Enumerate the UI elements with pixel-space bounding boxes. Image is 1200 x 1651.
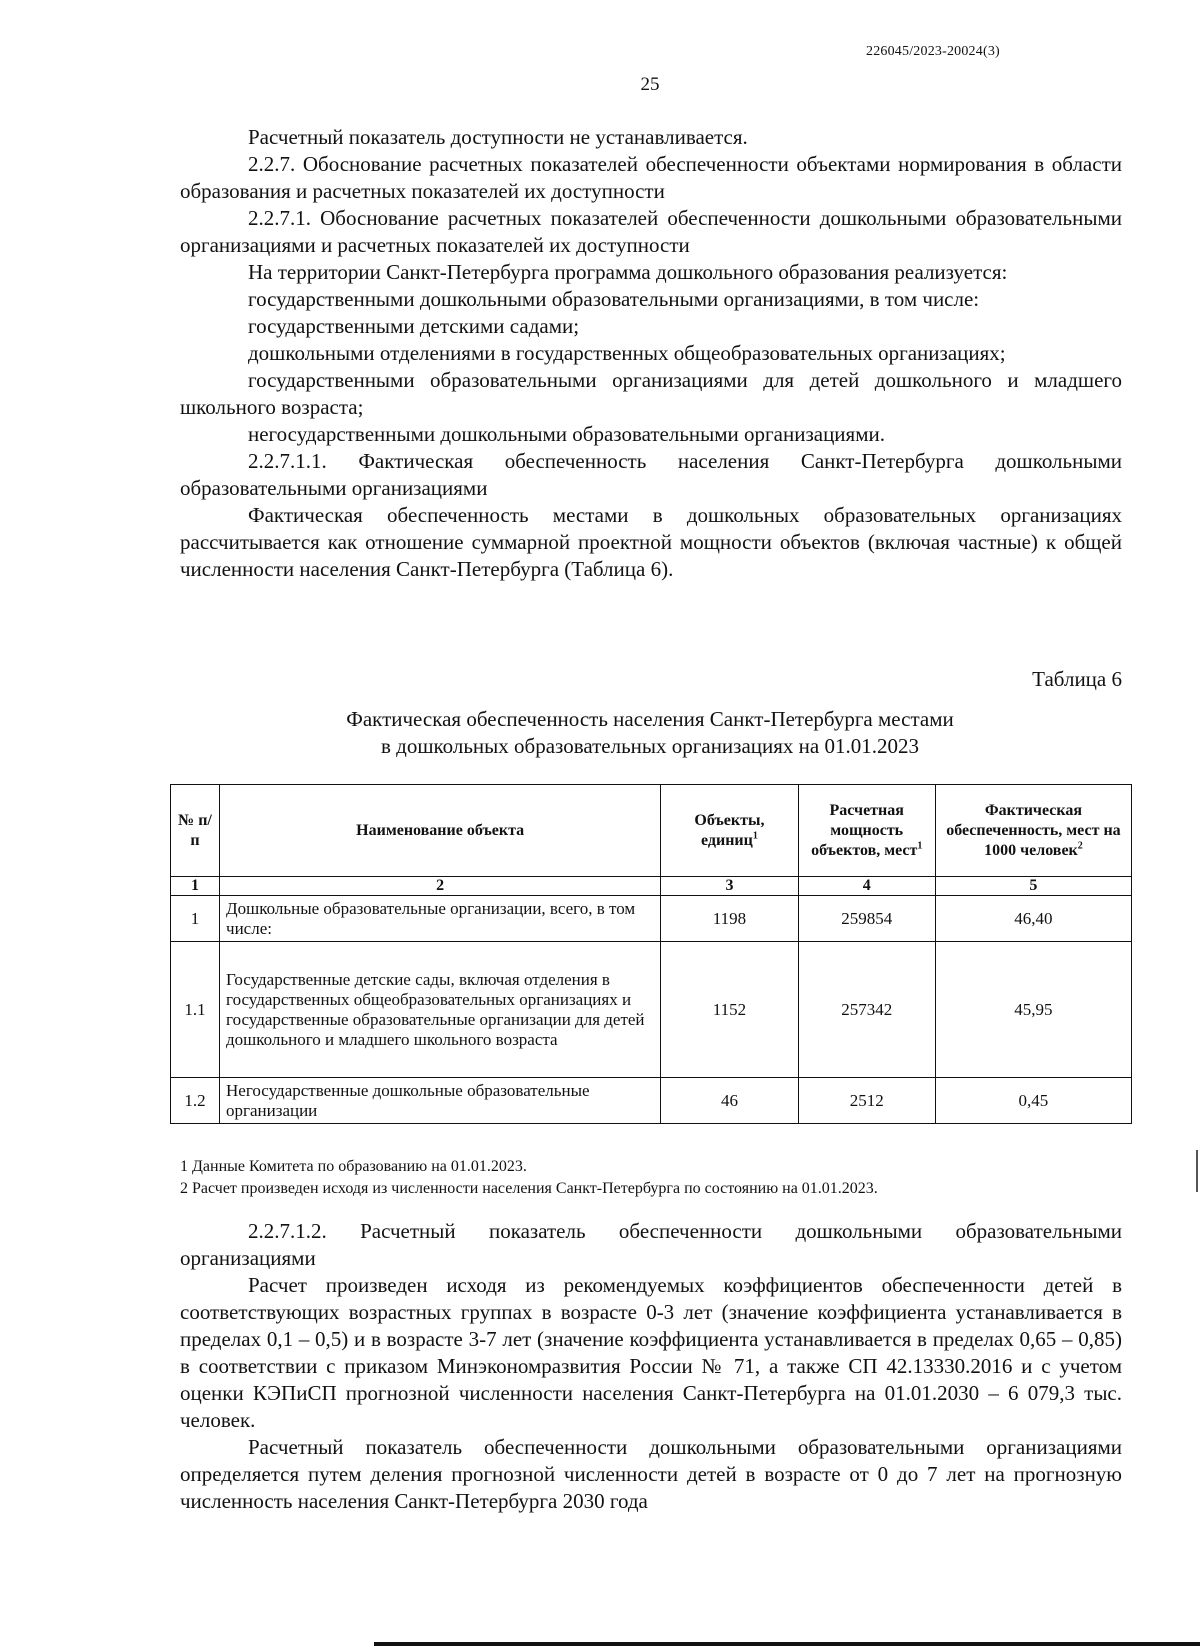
section-indicator: [180, 1218, 1122, 1515]
column-number: 3: [661, 877, 798, 896]
header-text: Фактическая обеспеченность, мест на 1000 человек: [946, 801, 1121, 859]
row-objects: 46: [661, 1078, 798, 1124]
footnote-ref: 2: [1077, 840, 1083, 852]
row-capacity: 257342: [798, 942, 935, 1078]
column-number: 1: [171, 877, 220, 896]
row-provision: 45,95: [935, 942, 1131, 1078]
paragraph: государственными детскими садами;: [248, 314, 580, 338]
paragraph: Расчет произведен исходя из рекомендуемых коэффициентов обеспеченности детей в соответствующих возрастных группах в возрасте 0-3 лет (значение коэффициента устанавливается в пределах 0,1 – 0,5) и в возрасте 3-7 лет (значение коэффициента устанавливается в пределах 0,65 – 0,85) в соответствии с приказом Минэкономразвития России № 71, а также СП 42.13330.2016 и с учетом оценки КЭПиСП прогнозной численности населения Санкт-Петербурга на 01.01.2030 – 6 079,3 тыс. человек.: [180, 1273, 1122, 1432]
section-intro: [180, 124, 1122, 583]
row-objects: 1152: [661, 942, 798, 1078]
column-number-row: [171, 877, 1132, 896]
scan-bottom-rule: [374, 1642, 1200, 1646]
table-label: Таблица 6: [1032, 667, 1122, 691]
row-number: 1: [171, 896, 220, 942]
table-title-line: Фактическая обеспеченность населения Санкт-Петербурга местами: [346, 707, 954, 731]
table-row: [171, 896, 1132, 942]
row-provision: 0,45: [935, 1078, 1131, 1124]
row-objects: 1198: [661, 896, 798, 942]
page-number: 25: [640, 74, 660, 95]
header-provision: [935, 785, 1131, 877]
row-capacity: 259854: [798, 896, 935, 942]
paragraph: дошкольными отделениями в государственных общеобразовательных организациях;: [248, 341, 1006, 365]
paragraph: 2.2.7. Обоснование расчетных показателей обеспеченности объектами нормирования в области образования и расчетных показателей их доступности: [180, 152, 1122, 203]
paragraph: 2.2.7.1.1. Фактическая обеспеченность населения Санкт-Петербурга дошкольными образовательными организациями: [180, 449, 1122, 500]
row-name: Негосударственные дошкольные образовательные организации: [220, 1078, 661, 1124]
paragraph: Фактическая обеспеченность местами в дошкольных образовательных организациях рассчитывается как отношение суммарной проектной мощности объектов (включая частные) к общей численности населения Санкт-Петербурга (Таблица 6).: [180, 503, 1122, 581]
header-text: Наименование объекта: [356, 821, 525, 839]
paragraph: Расчетный показатель доступности не устанавливается.: [248, 125, 748, 149]
table-row: [171, 1078, 1132, 1124]
footnote-ref: 1: [752, 830, 758, 842]
row-number: 1.1: [171, 942, 220, 1078]
paragraph: На территории Санкт-Петербурга программа дошкольного образования реализуется:: [248, 260, 1008, 284]
row-name: Государственные детские сады, включая отделения в государственных общеобразовательных организациях и государственные образовательные организации для детей дошкольного и младшего школьного возраста: [220, 942, 661, 1078]
scan-edge-mark: [1196, 1150, 1198, 1192]
header-capacity: [798, 785, 935, 877]
footnote-ref: 1: [917, 840, 923, 852]
paragraph: государственными образовательными организациями для детей дошкольного и младшего школьного возраста;: [180, 368, 1122, 419]
paragraph: 2.2.7.1.2. Расчетный показатель обеспеченности дошкольными образовательными организациями: [180, 1219, 1122, 1270]
header-text: Расчетная мощность объектов, мест: [811, 801, 918, 859]
paragraph: Расчетный показатель обеспеченности дошкольными образовательными организациями определяется путем деления прогнозной численности детей в возрасте от 0 до 7 лет на прогнозную численность населения Санкт-Петербурга 2030 года: [180, 1435, 1122, 1513]
header-text: Объекты, единиц: [694, 811, 765, 849]
table-header-row: [171, 785, 1132, 877]
header-number: [171, 785, 220, 877]
column-number: 4: [798, 877, 935, 896]
row-capacity: 2512: [798, 1078, 935, 1124]
document-number: 226045/2023-20024(3): [866, 44, 1000, 59]
footnote: 1 Данные Комитета по образованию на 01.01.2023.: [180, 1158, 527, 1175]
table-title: [160, 706, 1140, 760]
table-title-line: в дошкольных образовательных организациях на 01.01.2023: [380, 734, 919, 758]
header-objects: [661, 785, 798, 877]
footnotes: [180, 1156, 1120, 1200]
row-number: 1.2: [171, 1078, 220, 1124]
column-number: 5: [935, 877, 1131, 896]
column-number: 2: [220, 877, 661, 896]
table-row: [171, 942, 1132, 1078]
paragraph: 2.2.7.1. Обоснование расчетных показателей обеспеченности дошкольными образовательными организациями и расчетных показателей их доступности: [180, 206, 1122, 257]
provision-table: [170, 784, 1132, 1124]
row-provision: 46,40: [935, 896, 1131, 942]
paragraph: государственными дошкольными образовательными организациями, в том числе:: [248, 287, 980, 311]
header-name: [220, 785, 661, 877]
footnote: 2 Расчет произведен исходя из численности населения Санкт-Петербурга по состоянию на 01.01.2023.: [180, 1180, 878, 1197]
row-name: Дошкольные образовательные организации, всего, в том числе:: [220, 896, 661, 942]
paragraph: негосударственными дошкольными образовательными организациями.: [248, 422, 885, 446]
header-text: № п/п: [178, 811, 212, 849]
